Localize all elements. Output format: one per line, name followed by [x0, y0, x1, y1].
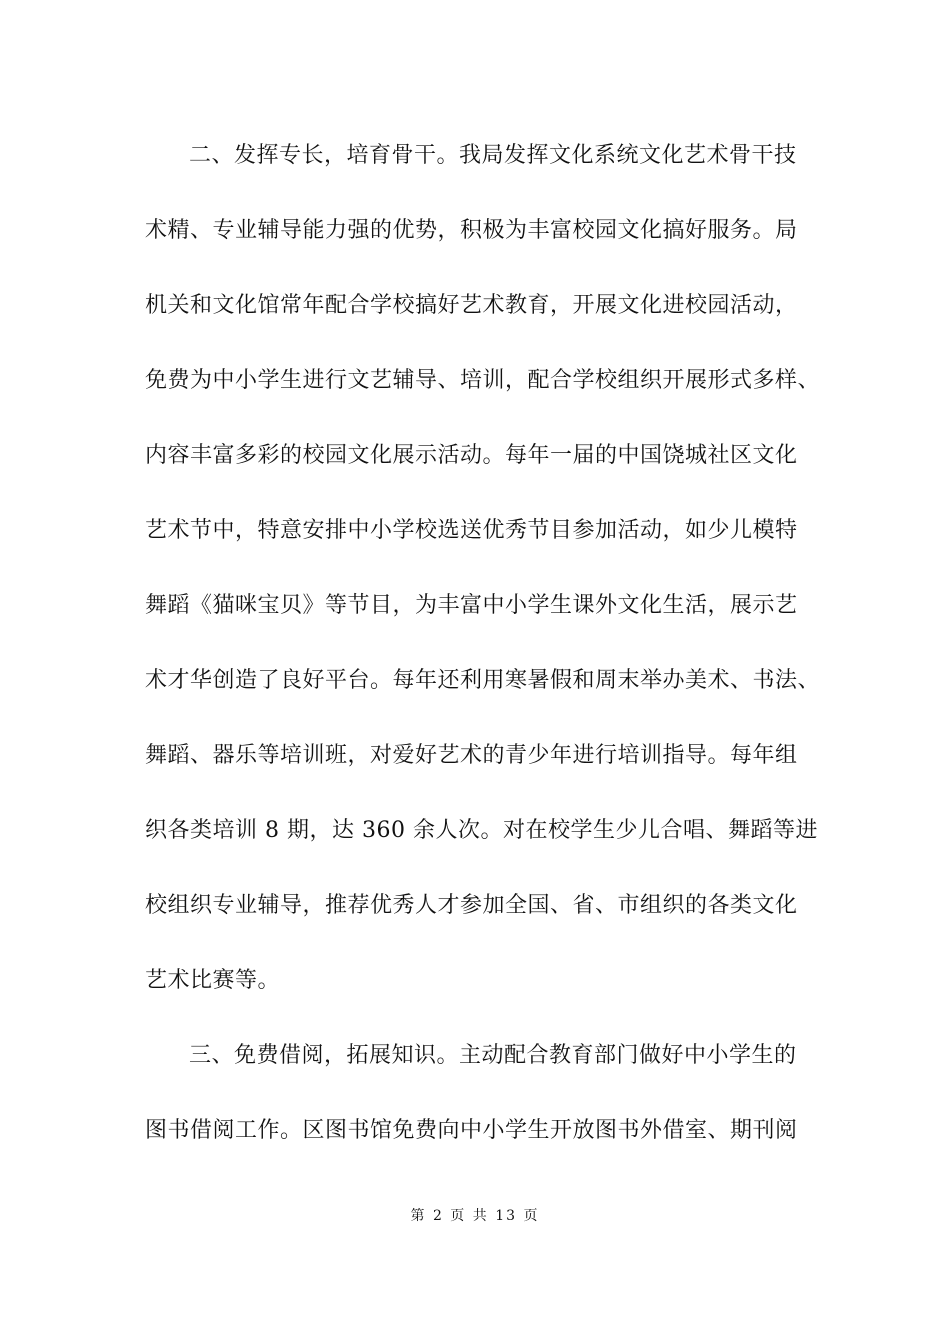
paragraph-2-line-7: 舞蹈《猫咪宝贝》等节目，为丰富中小学生课外文化生活，展示艺 — [145, 593, 798, 618]
paragraph-2-line-4: 免费为中小学生进行文艺辅导、培训，配合学校组织开展形式多样、 — [145, 368, 821, 393]
paragraph-2-line-9: 舞蹈、器乐等培训班，对爱好艺术的青少年进行培训指导。每年组 — [145, 743, 798, 768]
paragraph-3-line-1: 三、免费借阅，拓展知识。主动配合教育部门做好中小学生的 — [189, 1043, 797, 1068]
page-number-footer: 第 2 页 共 13 页 — [410, 1208, 540, 1224]
paragraph-3-line-2: 图书借阅工作。区图书馆免费向中小学生开放图书外借室、期刊阅 — [145, 1118, 798, 1143]
paragraph-2-line-1: 二、发挥专长，培育骨干。我局发挥文化系统文化艺术骨干技 — [189, 143, 797, 168]
paragraph-2-line-11: 校组织专业辅导，推荐优秀人才参加全国、省、市组织的各类文化 — [145, 893, 798, 918]
paragraph-2-line-3: 机关和文化馆常年配合学校搞好艺术教育，开展文化进校园活动， — [145, 293, 798, 318]
paragraph-2-line-10: 织各类培训 8 期，达 360 余人次。对在校学生少儿合唱、舞蹈等进 — [145, 818, 818, 843]
paragraph-2-line-8: 术才华创造了良好平台。每年还利用寒暑假和周末举办美术、书法、 — [145, 668, 821, 693]
paragraph-2-line-2: 术精、专业辅导能力强的优势，积极为丰富校园文化搞好服务。局 — [145, 218, 798, 243]
paragraph-2-line-12: 艺术比赛等。 — [145, 968, 281, 993]
paragraph-2-line-6: 艺术节中，特意安排中小学校选送优秀节目参加活动，如少儿模特 — [145, 518, 798, 543]
paragraph-2-line-5: 内容丰富多彩的校园文化展示活动。每年一届的中国饶城社区文化 — [145, 443, 798, 468]
